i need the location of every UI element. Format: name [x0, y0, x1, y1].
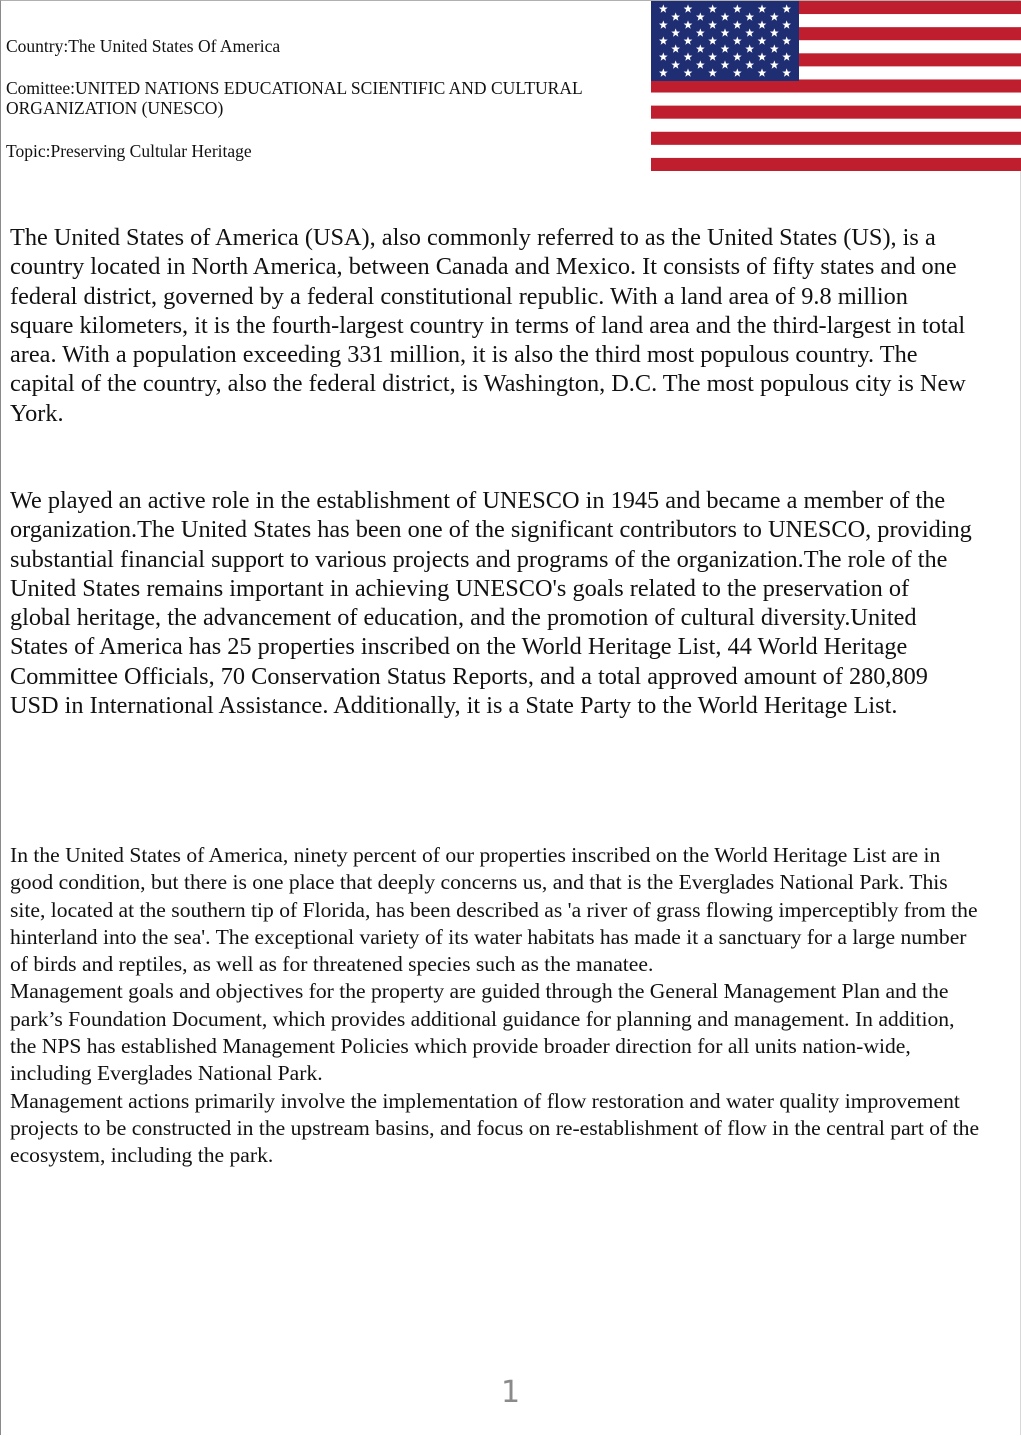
flag-stripe — [651, 158, 1021, 171]
flag-stripe — [651, 132, 1021, 145]
flag-stripe — [651, 106, 1021, 119]
paragraph-everglades-intro: In the United States of America, ninety percent of our properties inscribed on the World Heritage List are in good condition, but there is one place that deeply concerns us, and that is the Everglades National Park. This site, located at the southern tip of Florida, has been described as 'a river of grass flowing imperceptibly from the hinterland into the sea'. The exceptional variety of its water habitats has made it a sanctuary for a large number of birds and reptiles, as well as for threatened species such as the manatee. — [10, 843, 978, 977]
flag-stripe — [651, 93, 1021, 106]
page-number: 1 — [500, 1375, 521, 1410]
paragraph-everglades-actions: Management actions primarily involve the implementation of flow restoration and water quality improvement projects to be constructed in the upstream basins, and focus on re-establishment of flow in the central part of the ecosystem, including the park. — [10, 1088, 980, 1168]
flag-stripe — [651, 145, 1021, 158]
flag-stripe — [651, 79, 1021, 92]
paragraph-unesco-role: We played an active role in the establishment of UNESCO in 1945 and became a member of the organization.The United States has been one of the significant contributors to UNESCO, providing substantial financial support to various projects and programs of the organization.The role of the United States remains important in achieving UNESCO's goals related to the preservation of global heritage, the advancement of education, and the promotion of cultural diversity.United States of America has 25 properties inscribed on the World Heritage List, 44 World Heritage Committee Officials, 70 Conservation Status Reports, and a total approved amount of 280,809 USD in International Assistance. Additionally, it is a State Party to the World Heritage List. — [10, 487, 972, 720]
paragraph-everglades-management: Management goals and objectives for the property are guided through the General Management Plan and the park’s Foundation Document, which provides additional guidance for planning and management. In addition, the NPS has established Management Policies which provide broader direction for all units nation-wide, including Everglades National Park. — [10, 979, 955, 1086]
country-line: Country:The United States Of America — [6, 36, 281, 56]
topic-line: Topic:Preserving Cultular Heritage — [6, 141, 252, 161]
paragraph-country-overview: The United States of America (USA), also commonly referred to as the United States (US), is a country located in North America, between Canada and Mexico. It consists of fifty states and one federal district, governed by a federal constitutional republic. With a land area of 9.8 million square kilometers, it is the fourth-largest country in terms of land area and the third-largest in total area. With a population exceeding 331 million, it is also the third most populous country. The capital of the country, also the federal district, is Washington, D.C. The most populous city is New York. — [10, 224, 966, 427]
paragraph-everglades — [10, 842, 985, 1170]
flag-stripe — [651, 119, 1021, 132]
committee-line: Comittee:UNITED NATIONS EDUCATIONAL SCIENTIFIC AND CULTURAL ORGANIZATION (UNESCO) — [6, 78, 583, 118]
us-flag-icon — [651, 1, 1021, 171]
